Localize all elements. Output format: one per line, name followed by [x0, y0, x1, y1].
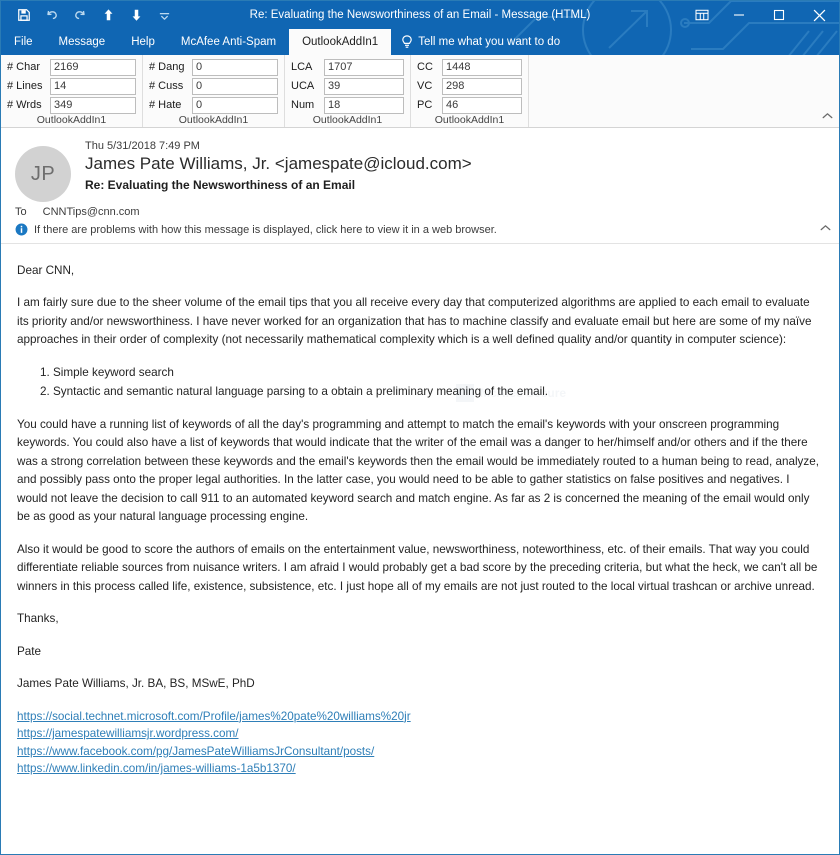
field-pc-input[interactable] — [442, 97, 522, 114]
field-char — [7, 58, 136, 76]
message-header — [1, 128, 839, 244]
field-cuss — [149, 77, 278, 95]
field-vc-input[interactable] — [442, 78, 522, 95]
ribbon-group-title-2: OutlookAddIn1 — [178, 114, 249, 126]
tell-me-search[interactable] — [391, 29, 570, 55]
maximize-button[interactable] — [759, 1, 799, 29]
field-num-input[interactable] — [324, 97, 404, 114]
body-paragraph-3: Also it would be good to score the authors of emails on the entertainment value, newsworthiness, noteworthiness, etc. of their emails. That way you could differentiate reliable sources from nuisance writers. I am afraid I would probably get a bad score by the preceding criteria, but what the heck, we can't all be winners in this process called life, existence, subsistence, etc. I just hope all of my emails are not just routed to the local virtual trashcan or archive unread. — [17, 542, 818, 593]
message-subject: Re: Evaluating the Newsworthiness of an Email — [85, 178, 356, 192]
info-bar-text: If there are problems with how this message is displayed, click here to view it in a web browser. — [34, 223, 497, 236]
field-hate-label: # Hate — [149, 99, 182, 111]
info-icon — [15, 223, 28, 236]
tell-me-label: Tell me what you want to do — [418, 36, 561, 48]
field-lca — [291, 58, 404, 76]
field-vc — [417, 77, 522, 95]
field-num-label: Num — [291, 99, 315, 111]
list-item: 1. Simple keyword search — [53, 364, 823, 382]
field-cc-label: CC — [417, 61, 433, 73]
list-item: 2. Syntactic and semantic natural language parsing to a obtain a preliminary meaning of the email. — [53, 383, 823, 401]
field-char-input[interactable] — [50, 59, 136, 76]
field-dang — [149, 58, 278, 76]
message-info-bar[interactable] — [15, 223, 825, 236]
field-uca-label: UCA — [291, 80, 315, 92]
message-date: Thu 5/31/2018 7:49 PM — [85, 140, 200, 152]
tab-message[interactable]: Message — [58, 36, 106, 48]
signature-link-linkedin[interactable]: https://www.linkedin.com/in/james-williams-1a5b1370/ — [17, 762, 296, 776]
signature-short-name: Pate — [17, 644, 42, 658]
close-button[interactable] — [799, 1, 839, 29]
field-lines-label: # Lines — [7, 80, 43, 92]
signature-link-technet[interactable]: https://social.technet.microsoft.com/Profile/james%20pate%20williams%20jr — [17, 709, 411, 723]
ribbon-tab-bar — [1, 29, 839, 55]
field-uca-input[interactable] — [324, 78, 404, 95]
ribbon-group-title-4: OutlookAddIn1 — [434, 114, 505, 126]
signature-link-facebook[interactable]: https://www.facebook.com/pg/JamesPateWilliamsJrConsultant/posts/ — [17, 744, 375, 758]
ribbon-group-title-1: OutlookAddIn1 — [36, 114, 107, 126]
field-lca-label: LCA — [291, 61, 313, 73]
field-pc — [417, 96, 522, 114]
redo-icon[interactable] — [67, 3, 93, 27]
field-uca — [291, 77, 404, 95]
body-ordered-list — [17, 364, 823, 402]
message-header-top — [15, 140, 825, 202]
collapse-header-icon[interactable] — [820, 219, 831, 237]
save-icon[interactable] — [11, 3, 37, 27]
window-controls — [685, 1, 839, 29]
ribbon-group-case — [285, 55, 411, 127]
body-greeting: Dear CNN, — [17, 264, 75, 277]
to-recipient[interactable]: CNNTips@cnn.com — [42, 206, 140, 218]
field-wrds-label: # Wrds — [7, 99, 42, 111]
ribbon-panel — [1, 55, 839, 128]
previous-item-icon[interactable] — [95, 3, 121, 27]
signature-full-name: James Pate Williams, Jr. BA, BS, MSwE, PhD — [17, 677, 255, 691]
ribbon-group-counts — [1, 55, 143, 127]
field-cc — [417, 58, 522, 76]
field-cc-input[interactable] — [442, 59, 522, 76]
body-paragraph-1: I am fairly sure due to the sheer volume of the email tips that you all receive every day that computerized algorithms are applied to each email to evaluate its priority and/or newsworthiness. I have never worked for an organization that has to machine classify and evaluate email but here are some of my naïve approaches in their order of complexity (not necessarily mathematical complexity which is a well defined quality and/or quantity in computer science): — [17, 296, 812, 347]
field-num — [291, 96, 404, 114]
title-bar — [1, 1, 839, 29]
signature-closing: Thanks, — [17, 612, 59, 626]
message-header-fields — [85, 140, 825, 198]
ribbon-group-title-3: OutlookAddIn1 — [312, 114, 383, 126]
signature-link-wordpress[interactable]: https://jamespatewilliamsjr.wordpress.com/ — [17, 727, 239, 741]
field-hate-input[interactable] — [192, 97, 278, 114]
body-paragraph-2: You could have a running list of keywords of all the day's programming and attempt to match the email's keywords with your onscreen programming keywords. You could also have a list of keywords that would indicate that the writer of the email was a danger to her/himself and/or others and if the there was a strong correlation between these keywords and the email's keywords then the email would be immediately routed to a human being to read, analyze, and possibly pass onto the proper legal authorities. In the latter case, you would need to be able to gather statistics on false positives and negatives. I would not leave the decision to call 911 to an automated keyword search and match engine. As far as 2 is concerned the meaning of the email would only be as good as your natural language processing engine. — [17, 417, 819, 524]
field-hate — [149, 96, 278, 114]
field-lines — [7, 77, 136, 95]
window-title: Re: Evaluating the Newsworthiness of an Email - Message (HTML) — [249, 9, 591, 21]
field-wrds — [7, 96, 136, 114]
field-wrds-input[interactable] — [50, 97, 136, 114]
field-lines-input[interactable] — [50, 78, 136, 95]
quick-access-toolbar — [11, 1, 177, 29]
message-recipients — [15, 206, 825, 218]
ribbon-group-risk — [143, 55, 285, 127]
field-cuss-label: # Cuss — [149, 80, 184, 92]
field-cuss-input[interactable] — [192, 78, 278, 95]
lightbulb-icon — [401, 35, 413, 49]
field-pc-label: PC — [417, 99, 433, 111]
message-sender[interactable]: James Pate Williams, Jr. <jamespate@icloud.com> — [85, 154, 472, 173]
collapse-ribbon-icon[interactable] — [822, 107, 833, 125]
ribbon-group-misc — [411, 55, 529, 127]
tab-mcafee-anti-spam[interactable]: McAfee Anti-Spam — [180, 36, 277, 48]
next-item-icon[interactable] — [123, 3, 149, 27]
signature-block — [17, 610, 823, 778]
field-vc-label: VC — [417, 80, 433, 92]
field-char-label: # Char — [7, 61, 41, 73]
field-dang-input[interactable] — [192, 59, 278, 76]
avatar: JP — [15, 146, 71, 202]
minimize-button[interactable] — [719, 1, 759, 29]
undo-icon[interactable] — [39, 3, 65, 27]
customize-quick-access-toolbar-icon[interactable] — [151, 3, 177, 27]
tab-file[interactable]: File — [14, 36, 33, 48]
message-area — [1, 128, 839, 788]
field-lca-input[interactable] — [324, 59, 404, 76]
tab-help[interactable]: Help — [131, 36, 155, 48]
tab-outlookaddin1[interactable]: OutlookAddIn1 — [289, 29, 391, 55]
ribbon-display-options-icon[interactable] — [685, 1, 719, 29]
message-body — [1, 244, 839, 788]
to-label: To — [15, 206, 27, 218]
field-dang-label: # Dang — [149, 61, 185, 73]
